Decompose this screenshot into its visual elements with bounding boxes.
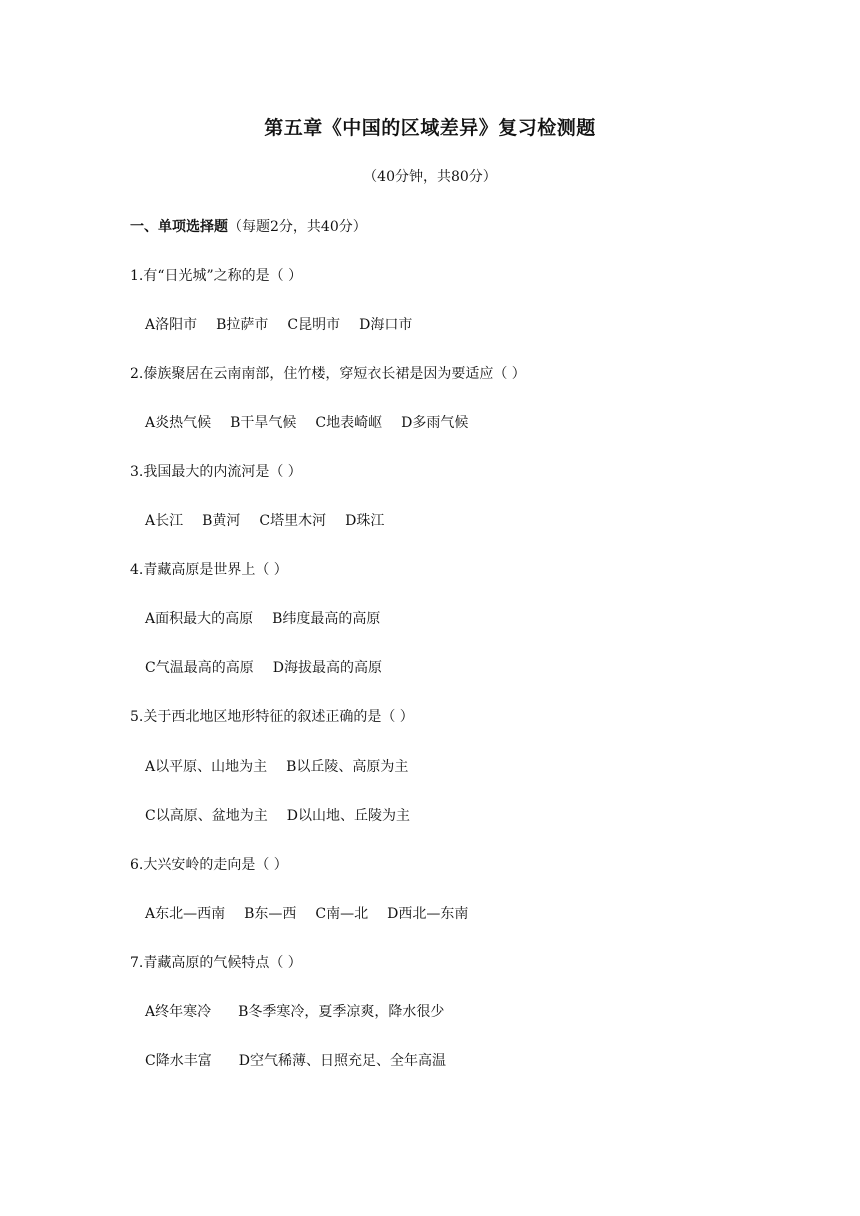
question-5-options-row-1 bbox=[145, 756, 427, 776]
page-subtitle: （40分钟，共80分） bbox=[363, 169, 497, 185]
option-a: A以平原、山地为主 bbox=[145, 759, 268, 775]
option-a: A炎热气候 bbox=[145, 415, 212, 431]
option-c: C南—北 bbox=[315, 906, 369, 922]
option-a: A终年寒冷 bbox=[145, 1004, 212, 1020]
option-d: D多雨气候 bbox=[401, 415, 469, 431]
question-6-options bbox=[145, 903, 487, 923]
question-5-options-row-2 bbox=[145, 805, 429, 825]
option-d: D海拔最高的高原 bbox=[272, 660, 382, 676]
question-6: 6.大兴安岭的走向是（ ） bbox=[130, 857, 288, 873]
question-2: 2.傣族聚居在云南南部，住竹楼，穿短衣长裙是因为要适应（ ） bbox=[130, 366, 526, 382]
option-b: B黄河 bbox=[202, 513, 241, 529]
option-b: B冬季寒冷，夏季凉爽，降水很少 bbox=[238, 1004, 445, 1020]
question-4-options-row-2 bbox=[145, 657, 401, 677]
option-d: D空气稀薄、日照充足、全年高温 bbox=[238, 1053, 446, 1069]
option-b: B东—西 bbox=[244, 906, 297, 922]
question-3-options bbox=[145, 510, 403, 530]
option-d: D海口市 bbox=[359, 317, 413, 333]
question-1: 1.有“日光城”之称的是（ ） bbox=[130, 268, 303, 284]
option-b: B拉萨市 bbox=[216, 317, 269, 333]
option-c: C昆明市 bbox=[287, 317, 341, 333]
option-c: C以高原、盆地为主 bbox=[145, 808, 268, 824]
option-c: C地表崎岖 bbox=[315, 415, 383, 431]
question-7-options-row-1 bbox=[145, 1001, 463, 1021]
question-1-options bbox=[145, 314, 431, 334]
option-a: A东北—西南 bbox=[145, 906, 226, 922]
option-c: C降水丰富 bbox=[145, 1053, 212, 1069]
option-c: C气温最高的高原 bbox=[145, 660, 254, 676]
option-d: D以山地、丘陵为主 bbox=[286, 808, 410, 824]
option-b: B纬度最高的高原 bbox=[272, 611, 381, 627]
question-5: 5.关于西北地区地形特征的叙述正确的是（ ） bbox=[130, 709, 414, 725]
question-3: 3.我国最大的内流河是（ ） bbox=[130, 464, 302, 480]
option-b: B以丘陵、高原为主 bbox=[286, 759, 409, 775]
option-c: C塔里木河 bbox=[259, 513, 327, 529]
section-heading bbox=[130, 216, 367, 236]
page-title: 第五章《中国的区域差异》复习检测题 bbox=[264, 117, 596, 139]
option-a: A洛阳市 bbox=[145, 317, 198, 333]
option-d: D珠江 bbox=[345, 513, 385, 529]
question-4: 4.青藏高原是世界上（ ） bbox=[130, 562, 288, 578]
option-d: D西北—东南 bbox=[387, 906, 469, 922]
option-b: B干旱气候 bbox=[230, 415, 297, 431]
question-7: 7.青藏高原的气候特点（ ） bbox=[130, 955, 302, 971]
section-title: 一、单项选择题 bbox=[130, 219, 228, 235]
question-4-options-row-1 bbox=[145, 608, 399, 628]
section-note: （每题2分，共40分） bbox=[228, 219, 367, 235]
question-7-options-row-2 bbox=[145, 1050, 465, 1070]
option-a: A面积最大的高原 bbox=[145, 611, 254, 627]
option-a: A长江 bbox=[145, 513, 184, 529]
question-2-options bbox=[145, 412, 487, 432]
